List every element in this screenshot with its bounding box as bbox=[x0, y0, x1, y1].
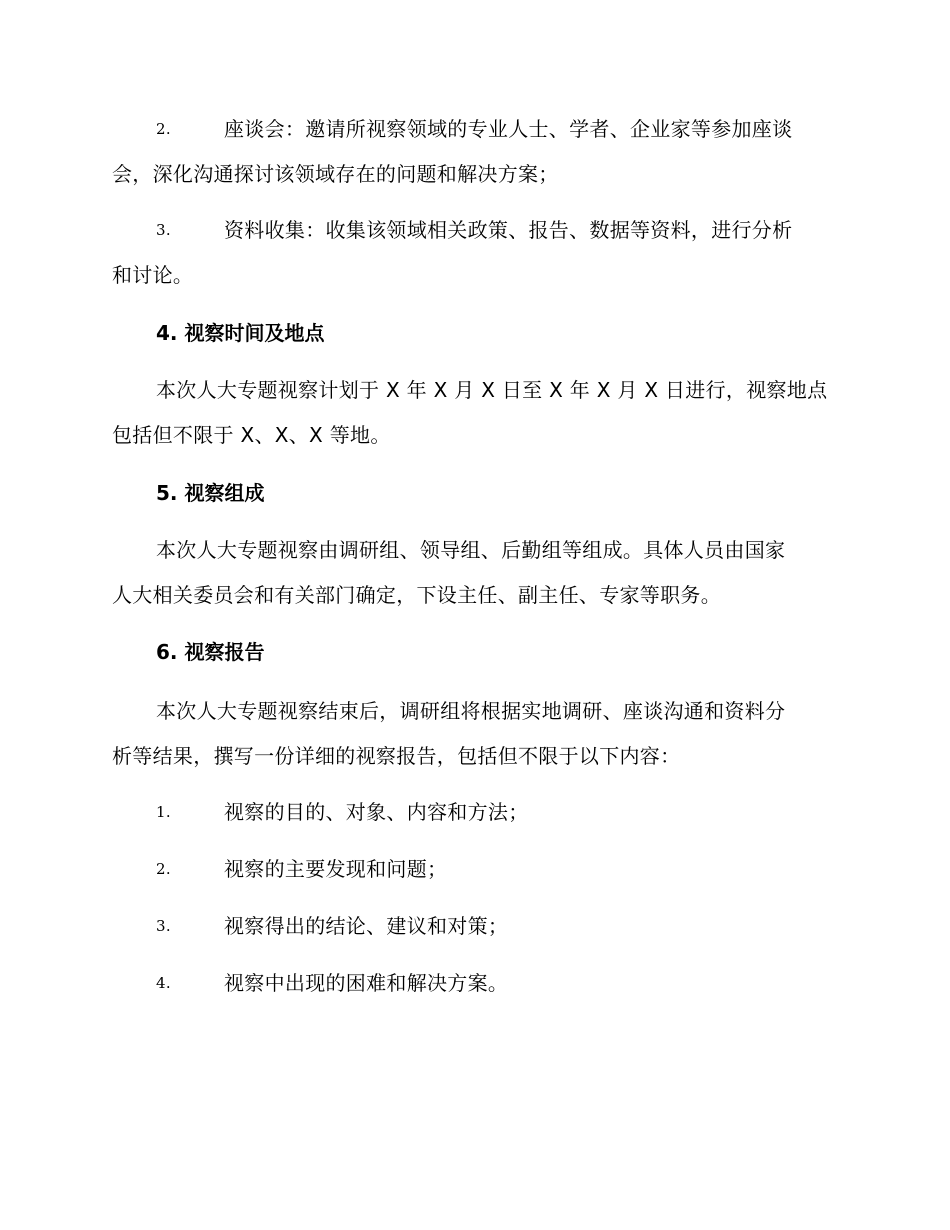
list-item-text-line2: 会，深化沟通探讨该领域存在的问题和解决方案； bbox=[112, 162, 559, 186]
list-item-text: 视察得出的结论、建议和对策； bbox=[224, 914, 509, 938]
paragraph-line1: 本次人大专题视察结束后，调研组将根据实地调研、座谈沟通和资料分 bbox=[156, 699, 786, 723]
paragraph-line1: 本次人大专题视察由调研组、领导组、后勤组等组成。具体人员由国家 bbox=[156, 538, 786, 562]
list-item-text-line1: 资料收集：收集该领域相关政策、报告、数据等资料，进行分析 bbox=[224, 218, 793, 242]
paragraph-line1: 本次人大专题视察计划于 X 年 X 月 X 日至 X 年 X 月 X 日进行，视察地点 bbox=[156, 378, 828, 402]
paragraph-line2: 包括但不限于 X、X、X 等地。 bbox=[112, 423, 391, 447]
list-item bbox=[112, 904, 836, 949]
list-item-text: 视察的主要发现和问题； bbox=[224, 857, 448, 881]
list-number: 1. bbox=[156, 803, 171, 821]
section-heading: 5. 视察组成 bbox=[156, 481, 265, 505]
paragraph-line2: 析等结果，撰写一份详细的视察报告，包括但不限于以下内容： bbox=[112, 744, 681, 768]
list-item-text: 视察中出现的困难和解决方案。 bbox=[224, 971, 509, 995]
list-item-text-line2: 和讨论。 bbox=[112, 263, 194, 287]
list-number: 4. bbox=[156, 974, 171, 992]
paragraph bbox=[112, 528, 836, 618]
section-heading: 6. 视察报告 bbox=[156, 640, 265, 664]
list-item bbox=[112, 790, 836, 835]
paragraph bbox=[112, 368, 836, 458]
list-item bbox=[112, 961, 836, 1006]
list-item-text-line1: 座谈会：邀请所视察领域的专业人士、学者、企业家等参加座谈 bbox=[224, 117, 793, 141]
list-number: 2. bbox=[156, 120, 171, 138]
list-number: 3. bbox=[156, 917, 171, 935]
list-item bbox=[112, 208, 836, 298]
paragraph bbox=[112, 689, 836, 779]
list-number: 2. bbox=[156, 860, 171, 878]
list-item bbox=[112, 847, 836, 892]
list-item bbox=[112, 107, 836, 197]
list-item-text: 视察的目的、对象、内容和方法； bbox=[224, 800, 529, 824]
section-heading: 4. 视察时间及地点 bbox=[156, 321, 325, 345]
paragraph-line2: 人大相关委员会和有关部门确定，下设主任、副主任、专家等职务。 bbox=[112, 583, 721, 607]
list-number: 3. bbox=[156, 221, 171, 239]
